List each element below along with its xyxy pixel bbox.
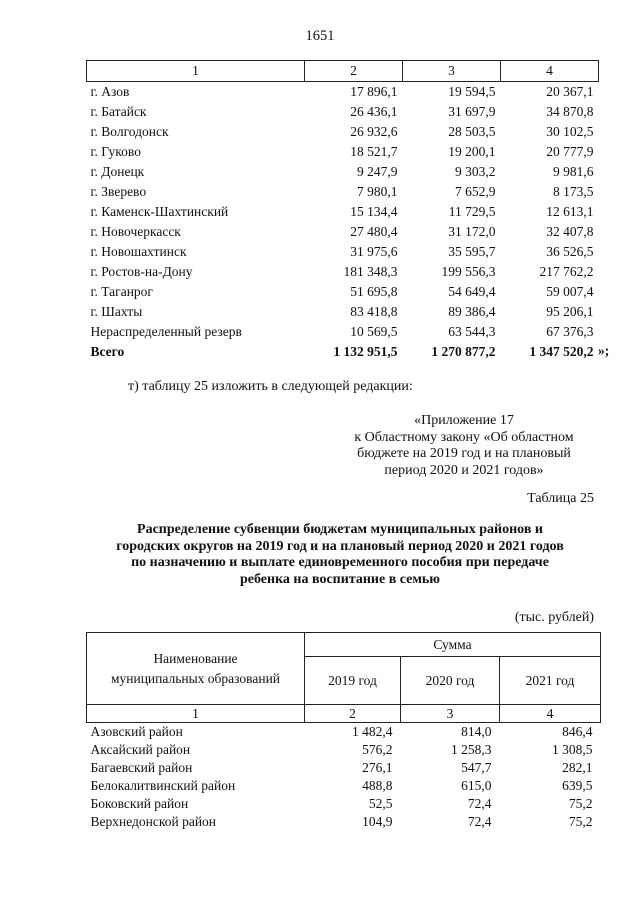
value-2020: 72,4 <box>467 814 492 829</box>
table-row <box>87 795 601 813</box>
value-2021: 20 367,1 <box>546 84 594 99</box>
row-name: г. Волгодонск <box>90 124 169 139</box>
appendix-reference <box>330 413 598 479</box>
value-2020: 814,0 <box>461 724 492 739</box>
row-name: г. Новочеркасск <box>90 224 181 239</box>
table1-col-4: 4 <box>501 61 599 82</box>
table1-index-header <box>87 61 599 82</box>
table-number-label: Таблица 25 <box>527 491 594 506</box>
value-2019: 27 480,4 <box>350 224 398 239</box>
table2-col-3: 3 <box>401 705 500 723</box>
value-2021: 639,5 <box>562 778 593 793</box>
value-2020: 7 652,9 <box>455 184 496 199</box>
value-2021: 8 173,5 <box>553 184 594 199</box>
value-2019: 26 436,1 <box>350 104 398 119</box>
row-name: г. Донецк <box>90 164 145 179</box>
row-name: г. Батайск <box>90 104 147 119</box>
row-name: г. Зверево <box>90 184 147 199</box>
table2-index-row <box>87 705 601 723</box>
value-2021: 9 981,6 <box>553 164 594 179</box>
appendix-line-2: к Областному закону «Об областном <box>354 429 574 445</box>
table-row <box>87 142 599 162</box>
value-2019: 83 418,8 <box>350 304 398 319</box>
value-2020: 89 386,4 <box>448 304 496 319</box>
row-name: Азовский район <box>90 724 183 739</box>
subvention-table <box>86 632 601 831</box>
value-2020: 11 729,5 <box>448 204 496 219</box>
column-header-2019: 2019 год <box>305 657 401 705</box>
value-2020: 19 594,5 <box>448 84 496 99</box>
value-2020: 63 544,3 <box>448 324 496 339</box>
value-2021: 12 613,1 <box>546 204 594 219</box>
table-row <box>87 222 599 242</box>
municipal-totals-table <box>86 60 599 362</box>
value-2020: 1 258,3 <box>451 742 492 757</box>
value-2019: 576,2 <box>362 742 393 757</box>
value-2019: 17 896,1 <box>350 84 398 99</box>
value-2021: 282,1 <box>562 760 593 775</box>
value-2020: 72,4 <box>467 796 492 811</box>
value-2020: 31 172,0 <box>448 224 496 239</box>
total-2021: 1 347 520,2 <box>529 344 594 359</box>
total-2020: 1 270 877,2 <box>431 344 496 359</box>
value-2019: 104,9 <box>362 814 393 829</box>
table-row <box>87 777 601 795</box>
value-2021: 32 407,8 <box>546 224 594 239</box>
table-row <box>87 813 601 831</box>
row-name: Боковский район <box>90 796 189 811</box>
table-row <box>87 759 601 777</box>
value-2021: 34 870,8 <box>546 104 594 119</box>
table1-col-1: 1 <box>87 61 305 82</box>
row-name: г. Ростов-на-Дону <box>90 264 193 279</box>
table-row <box>87 182 599 202</box>
value-2019: 10 569,5 <box>350 324 398 339</box>
value-2019: 9 247,9 <box>357 164 398 179</box>
value-2020: 31 697,9 <box>448 104 496 119</box>
total-row <box>87 342 599 362</box>
heading-line-1: Распределение субвенции бюджетам муниципальных районов и <box>137 522 543 537</box>
value-2020: 547,7 <box>461 760 492 775</box>
value-2020: 28 503,5 <box>448 124 496 139</box>
table2-col-2: 2 <box>305 705 401 723</box>
row-name: Аксайский район <box>90 742 191 757</box>
table-row <box>87 162 599 182</box>
table1-col-2: 2 <box>305 61 403 82</box>
total-2019: 1 132 951,5 <box>333 344 398 359</box>
table-row <box>87 122 599 142</box>
value-2019: 181 348,3 <box>343 264 398 279</box>
value-2019: 52,5 <box>368 796 393 811</box>
appendix-line-3: бюджете на 2019 год и на плановый <box>357 446 571 461</box>
table-heading <box>80 522 600 588</box>
value-2021: 67 376,3 <box>546 324 594 339</box>
table2-col-4: 4 <box>500 705 601 723</box>
table-row <box>87 282 599 302</box>
row-name: г. Таганрог <box>90 284 153 299</box>
table-row <box>87 102 599 122</box>
appendix-line-4: период 2020 и 2021 годов» <box>384 462 544 478</box>
column-header-sum: Сумма <box>305 633 601 657</box>
row-name: Верхнедонской район <box>90 814 217 829</box>
value-2021: 95 206,1 <box>546 304 594 319</box>
heading-line-2: городских округов на 2019 год и на плановый период 2020 и 2021 годов <box>116 538 564 554</box>
column-header-municipality <box>87 633 305 705</box>
value-2020: 19 200,1 <box>448 144 496 159</box>
value-2021: 1 308,5 <box>552 742 593 757</box>
value-2020: 9 303,2 <box>455 164 496 179</box>
value-2019: 7 980,1 <box>357 184 398 199</box>
value-2021: 20 777,9 <box>546 144 594 159</box>
value-2021: 59 007,4 <box>546 284 594 299</box>
heading-line-4: ребенка на воспитание в семью <box>239 571 441 587</box>
table-row <box>87 302 599 322</box>
value-2019: 276,1 <box>362 760 393 775</box>
table1-col-3: 3 <box>403 61 501 82</box>
column-header-2020: 2020 год <box>401 657 500 705</box>
row-name: г. Гуково <box>90 144 141 159</box>
value-2019: 15 134,4 <box>350 204 398 219</box>
value-2021: 75,2 <box>568 814 593 829</box>
table2-header-sum-row <box>87 633 601 657</box>
row-name: г. Новошахтинск <box>90 244 187 259</box>
value-2021: 36 526,5 <box>546 244 594 259</box>
col-name-line-2: муниципальных образований <box>110 670 281 686</box>
value-2020: 35 595,7 <box>448 244 496 259</box>
value-2019: 1 482,4 <box>352 724 393 739</box>
table-row <box>87 242 599 262</box>
value-2020: 199 556,3 <box>441 264 496 279</box>
row-name: г. Каменск-Шахтинский <box>90 204 229 219</box>
value-2020: 615,0 <box>461 778 492 793</box>
value-2021: 75,2 <box>568 796 593 811</box>
table-row <box>87 82 599 103</box>
value-2021: 846,4 <box>562 724 593 739</box>
row-name: г. Шахты <box>90 304 143 319</box>
row-name: Багаевский район <box>90 760 193 775</box>
value-2019: 51 695,8 <box>350 284 398 299</box>
closing-quote: »; <box>598 343 610 358</box>
column-header-2021: 2021 год <box>500 657 601 705</box>
row-name: г. Азов <box>90 84 130 99</box>
value-2019: 26 932,6 <box>350 124 398 139</box>
heading-line-3: по назначению и выплате единовременного пособия при передаче <box>131 555 549 570</box>
value-2019: 18 521,7 <box>350 144 398 159</box>
appendix-line-1: «Приложение 17 <box>414 413 514 428</box>
table-row <box>87 723 601 742</box>
table-row <box>87 262 599 282</box>
units-label: (тыс. рублей) <box>514 610 594 625</box>
row-name: Нераспределенный резерв <box>90 324 242 339</box>
value-2020: 54 649,4 <box>448 284 496 299</box>
amendment-instruction: т) таблицу 25 изложить в следующей редакции: <box>128 379 413 394</box>
value-2019: 31 975,6 <box>350 244 398 259</box>
value-2021: 217 762,2 <box>539 264 594 279</box>
table-row <box>87 741 601 759</box>
total-label: Всего <box>90 344 125 359</box>
value-2021: 30 102,5 <box>546 124 594 139</box>
page-number: 1651 <box>305 28 335 44</box>
col-name-line-1: Наименование <box>153 650 238 666</box>
value-2019: 488,8 <box>362 778 393 793</box>
table2-col-1: 1 <box>87 705 305 723</box>
table-row <box>87 322 599 342</box>
row-name: Белокалитвинский район <box>90 778 236 793</box>
table-row <box>87 202 599 222</box>
